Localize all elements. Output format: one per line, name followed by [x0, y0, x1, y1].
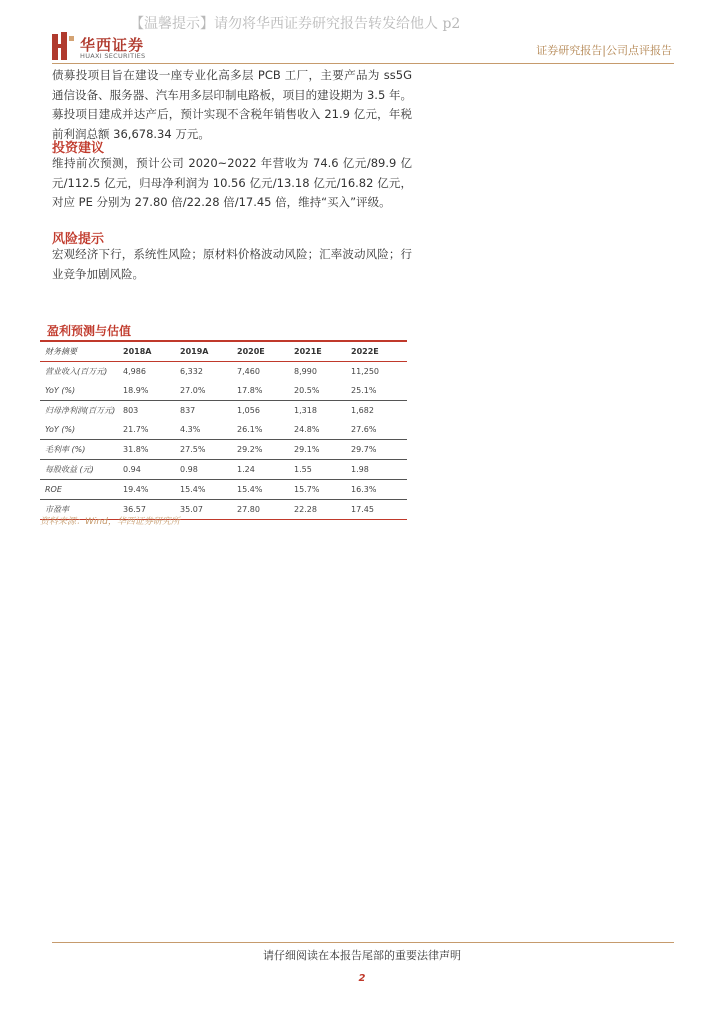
- row-label: 毛利率 (%): [45, 445, 86, 454]
- table-row: [40, 440, 407, 460]
- table-row: [40, 401, 407, 421]
- row-label: 营业收入(百万元): [45, 367, 108, 376]
- cell: 18.9%: [123, 386, 149, 395]
- table-row: [40, 381, 407, 401]
- cell: 27.6%: [351, 425, 377, 434]
- cell: 8,990: [294, 367, 317, 376]
- invest-paragraph: 维持前次预测，预计公司 2020~2022 年营收为 74.6 亿元/89.9 亿元/112.5 亿元，归母净利润为 10.56 亿元/13.18 亿元/16.82 亿元，对应 PE 分别为 27.80 倍/22.28 倍/17.45 倍，维持“买入”评级。: [52, 156, 412, 209]
- huaxi-logo-icon: [52, 32, 74, 60]
- cell: 25.1%: [351, 386, 377, 395]
- cell: 16.3%: [351, 485, 377, 494]
- forward-warning: 【温馨提示】请勿将华西证券研究报告转发给他人 p2: [130, 16, 461, 32]
- table-header-row: [40, 341, 407, 362]
- cell: 15.7%: [294, 485, 320, 494]
- header-divider: [52, 63, 674, 64]
- footer-disclaimer: 请仔细阅读在本报告尾部的重要法律声明: [263, 949, 461, 962]
- year-header: 2022E: [351, 347, 379, 356]
- row-label: 每股收益 (元): [45, 465, 94, 474]
- financial-summary-table: [40, 340, 407, 520]
- cell: 1,682: [351, 406, 374, 415]
- cell: 803: [123, 406, 139, 415]
- cell: 29.2%: [237, 445, 263, 454]
- cell: 27.5%: [180, 445, 206, 454]
- logo-text-en: HUAXI SECURITIES: [80, 52, 146, 60]
- intro-paragraph: 债募投项目旨在建设一座专业化高多层 PCB 工厂，主要产品为 ss5G 通信设备、服务器、汽车用多层印制电路板，项目的建设期为 3.5 年。募投项目建成并达产后，预计实现不含税年销售收入 21.9 亿元，年税前利润总额 36,678.34 万元。: [52, 68, 412, 141]
- cell: 1.24: [237, 465, 255, 474]
- year-header: 2019A: [180, 347, 209, 356]
- cell: 15.4%: [237, 485, 263, 494]
- page-number: 2: [358, 973, 366, 984]
- cell: 26.1%: [237, 425, 263, 434]
- cell: 0.98: [180, 465, 198, 474]
- risk-paragraph: 宏观经济下行，系统性风险；原材料价格波动风险；汇率波动风险；行业竞争加剧风险。: [52, 247, 412, 281]
- row-label: ROE: [45, 485, 62, 494]
- table-row: [40, 460, 407, 480]
- cell: 29.7%: [351, 445, 377, 454]
- table-row: [40, 420, 407, 440]
- cell: 1,056: [237, 406, 260, 415]
- row-label: 归母净利润(百万元): [45, 406, 116, 415]
- cell: 19.4%: [123, 485, 149, 494]
- year-header: 2021E: [294, 347, 322, 356]
- cell: 22.28: [294, 505, 317, 514]
- cell: 1.98: [351, 465, 369, 474]
- cell: 21.7%: [123, 425, 149, 434]
- year-header: 2020E: [237, 347, 265, 356]
- cell: 15.4%: [180, 485, 206, 494]
- company-logo: [52, 32, 212, 64]
- cell: 27.0%: [180, 386, 206, 395]
- header-label: 财务摘要: [45, 347, 77, 356]
- year-header: 2018A: [123, 347, 152, 356]
- cell: 0.94: [123, 465, 141, 474]
- row-label: YoY (%): [45, 425, 76, 434]
- cell: 4.3%: [180, 425, 201, 434]
- table-row: [40, 480, 407, 500]
- invest-heading: 投资建议: [52, 141, 105, 156]
- cell: 17.45: [351, 505, 374, 514]
- cell: 1.55: [294, 465, 312, 474]
- row-label: 市盈率: [45, 505, 69, 514]
- table-title: 盈利预测与估值: [47, 324, 132, 338]
- cell: 837: [180, 406, 196, 415]
- cell: 1,318: [294, 406, 317, 415]
- table-source: 资料来源：Wind，华西证券研究所: [40, 517, 180, 527]
- cell: 11,250: [351, 367, 379, 376]
- table-row: [40, 362, 407, 382]
- footer-divider: [52, 942, 674, 943]
- cell: 4,986: [123, 367, 146, 376]
- cell: 36.57: [123, 505, 146, 514]
- cell: 27.80: [237, 505, 260, 514]
- cell: 24.8%: [294, 425, 320, 434]
- cell: 20.5%: [294, 386, 320, 395]
- cell: 31.8%: [123, 445, 149, 454]
- cell: 6,332: [180, 367, 203, 376]
- cell: 17.8%: [237, 386, 263, 395]
- row-label: YoY (%): [45, 386, 76, 395]
- cell: 7,460: [237, 367, 260, 376]
- logo-text-cn: 华西证券: [80, 36, 145, 54]
- cell: 35.07: [180, 505, 203, 514]
- risk-heading: 风险提示: [52, 232, 105, 247]
- cell: 29.1%: [294, 445, 320, 454]
- report-type: 证券研究报告|公司点评报告: [536, 44, 672, 57]
